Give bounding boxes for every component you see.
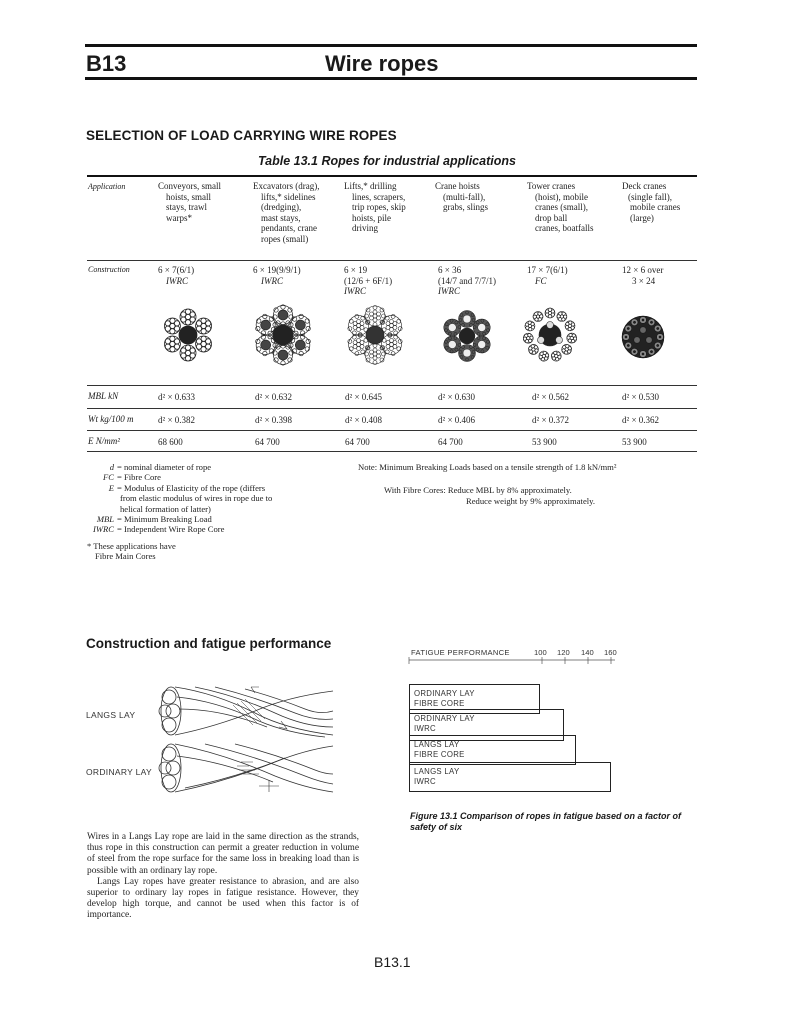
application-cell-4: Crane hoists (multi-fall), grabs, slings [435, 181, 488, 213]
header-top-rule [85, 44, 697, 47]
legend-row: MBL = Minimum Breaking Load [96, 514, 212, 525]
weight-cell-2: d² × 0.398 [255, 415, 293, 425]
mbl-cell-4: d² × 0.630 [438, 392, 476, 402]
modulus-cell-6: 53 900 [622, 437, 647, 447]
ordinary-lay-rope-drawing-icon [155, 740, 335, 796]
note-line-1: Note: Minimum Breaking Loads based on a tensile strength of 1.8 kN/mm² [358, 462, 617, 472]
footnote-line: Fibre Main Cores [95, 551, 156, 562]
rope-cross-section-6x36-icon [441, 310, 493, 362]
table-top-rule [87, 175, 697, 177]
application-cell-6: Deck cranes (single fall), mobile cranes (large) [622, 181, 681, 223]
table-rule-wt [87, 408, 697, 409]
application-cell-1: Conveyors, small hoists, small stays, trawl warps* [158, 181, 221, 223]
mbl-cell-5: d² × 0.562 [532, 392, 570, 402]
rope-cross-section-6x19-filler-icon [344, 304, 406, 366]
construction-row-label: Construction [88, 265, 130, 274]
legend-row: helical formation of latter) [120, 503, 211, 514]
note-line-2: With Fibre Cores: Reduce MBL by 8% approximately. [384, 485, 572, 495]
weight-cell-4: d² × 0.406 [438, 415, 476, 425]
construction-cell-5: 17 × 7(6/1) FC [527, 265, 568, 286]
rope-cross-section-6x19-seale-icon [252, 304, 314, 366]
weight-cell-1: d² × 0.382 [158, 415, 196, 425]
note-line-3: Reduce weight by 9% approximately. [466, 496, 596, 506]
footnote-line: * These applications have [87, 540, 176, 551]
application-cell-2: Excavators (drag), lifts,* sidelines (dredging), mast stays, pendants, crane ropes (small) [253, 181, 320, 244]
application-cell-5: Tower cranes (hoist), mobile cranes (small), drop ball cranes, boatfalls [527, 181, 594, 234]
header-bottom-rule [85, 77, 697, 80]
application-row-label: Application [88, 182, 126, 191]
legend-row: FC = Fibre Core [103, 472, 161, 483]
modulus-cell-1: 68 600 [158, 437, 183, 447]
modulus-cell-4: 64 700 [438, 437, 463, 447]
construction-cell-3: 6 × 19 (12/6 + 6F/1) IWRC [344, 265, 393, 297]
mbl-cell-3: d² × 0.645 [345, 392, 383, 402]
body-text [87, 832, 359, 922]
mbl-cell-2: d² × 0.632 [255, 392, 293, 402]
body-paragraph: Wires in a Langs Lay rope are laid in the same direction as the strands, thus rope in this construction can permit a greater reduction in volume of steel from the rope surface for the same loss in breaking load than is possible with an ordinary lay rope. [87, 832, 359, 876]
body-paragraph: Langs Lay ropes have greater resistance to abrasion, and are also superior to ordinary lay ropes in fatigue resistance. However, they develop high torque, and cannot be used when this factor is of importance. [87, 876, 359, 921]
fatigue-chart-title: FATIGUE PERFORMANCE [411, 648, 510, 657]
abbreviation-legend [85, 462, 272, 562]
page-title: Wire ropes [325, 51, 439, 76]
figure-caption: Figure 13.1 Comparison of ropes in fatigue based on a factor of safety of six [410, 811, 682, 832]
fatigue-bar-label: LANGS LAY FIBRE CORE [414, 740, 465, 759]
ordinary-lay-label: ORDINARY LAY [86, 767, 152, 777]
table-rule-application [87, 260, 697, 261]
mbl-cell-6: d² × 0.530 [622, 392, 660, 402]
fatigue-tick-label: 140 [581, 648, 594, 657]
table-rule-mbl [87, 385, 697, 386]
mbl-cell-1: d² × 0.633 [158, 392, 196, 402]
fatigue-bar-label: ORDINARY LAY FIBRE CORE [414, 689, 475, 708]
rope-cross-section-6x7-icon [160, 307, 216, 363]
rope-cross-section-12x6-icon [621, 315, 665, 359]
weight-cell-5: d² × 0.372 [532, 415, 570, 425]
page-code: B13 [86, 51, 127, 76]
legend-row: from elastic modulus of wires in rope due to [120, 493, 273, 504]
fatigue-bar-label: LANGS LAY IWRC [414, 767, 460, 786]
table-caption: Table 13.1 Ropes for industrial applications [258, 154, 516, 168]
construction-cell-2: 6 × 19(9/9/1) IWRC [253, 265, 301, 286]
fatigue-tick-label: 160 [604, 648, 617, 657]
fatigue-axis [405, 656, 620, 666]
weight-cell-3: d² × 0.408 [345, 415, 383, 425]
rope-cross-section-17x7-icon [522, 307, 578, 363]
fatigue-tick-label: 100 [534, 648, 547, 657]
section-title: SELECTION OF LOAD CARRYING WIRE ROPES [86, 128, 397, 143]
table-rule-e [87, 430, 697, 431]
modulus-cell-2: 64 700 [255, 437, 280, 447]
fatigue-bar-label: ORDINARY LAY IWRC [414, 714, 475, 733]
legend-row: d = nominal diameter of rope [109, 462, 212, 472]
construction-cell-1: 6 × 7(6/1) IWRC [158, 265, 195, 286]
legend-row: E = Modulus of Elasticity of the rope (differs [108, 482, 266, 493]
construction-section-title: Construction and fatigue performance [86, 636, 332, 651]
modulus-row-label: E N/mm² [88, 436, 120, 446]
weight-row-label: Wt kg/100 m [88, 414, 134, 424]
legend-row: IWRC = Independent Wire Rope Core [92, 524, 225, 535]
page-number: B13.1 [374, 954, 411, 970]
table-bottom-rule [87, 451, 697, 452]
langs-lay-label: LANGS LAY [86, 710, 136, 720]
weight-cell-6: d² × 0.362 [622, 415, 660, 425]
modulus-cell-5: 53 900 [532, 437, 557, 447]
modulus-cell-3: 64 700 [345, 437, 370, 447]
application-cell-3: Lifts,* drilling lines, scrapers, trip ropes, skip hoists, pile driving [344, 181, 406, 234]
construction-cell-6: 12 × 6 over 3 × 24 [622, 265, 664, 286]
mbl-row-label: MBL kN [88, 391, 119, 401]
construction-cell-4: 6 × 36 (14/7 and 7/7/1) IWRC [438, 265, 496, 297]
fatigue-tick-label: 120 [557, 648, 570, 657]
langs-lay-rope-drawing-icon [155, 683, 335, 739]
